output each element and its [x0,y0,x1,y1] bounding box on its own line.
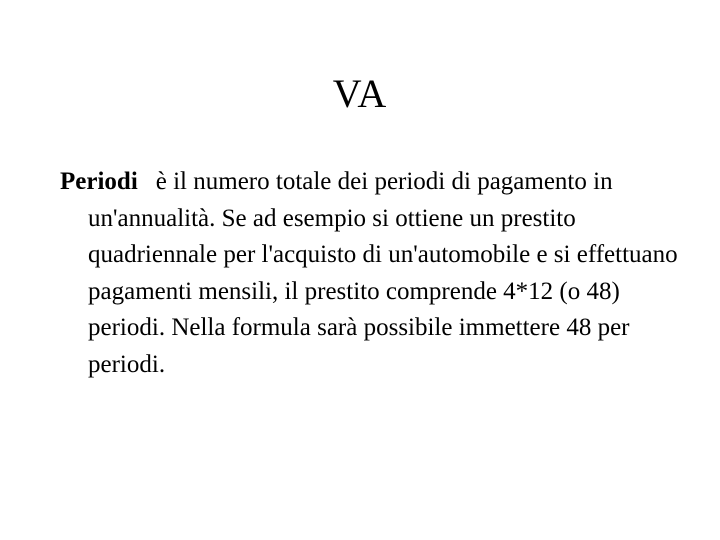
slide-title: VA [332,71,388,116]
term-label: Periodi [60,168,138,195]
definition-paragraph [60,164,703,383]
definition-text: è il numero totale dei periodi di pagamento in un'annualità. Se ad esempio si ottiene un prestito quadriennale per l'acquisto di un'automobile e si effettuano pagamenti mensili, il prestito comprende 4*12 (o 48) periodi. Nella formula sarà possibile immettere 48 per periodi. [88,168,678,378]
